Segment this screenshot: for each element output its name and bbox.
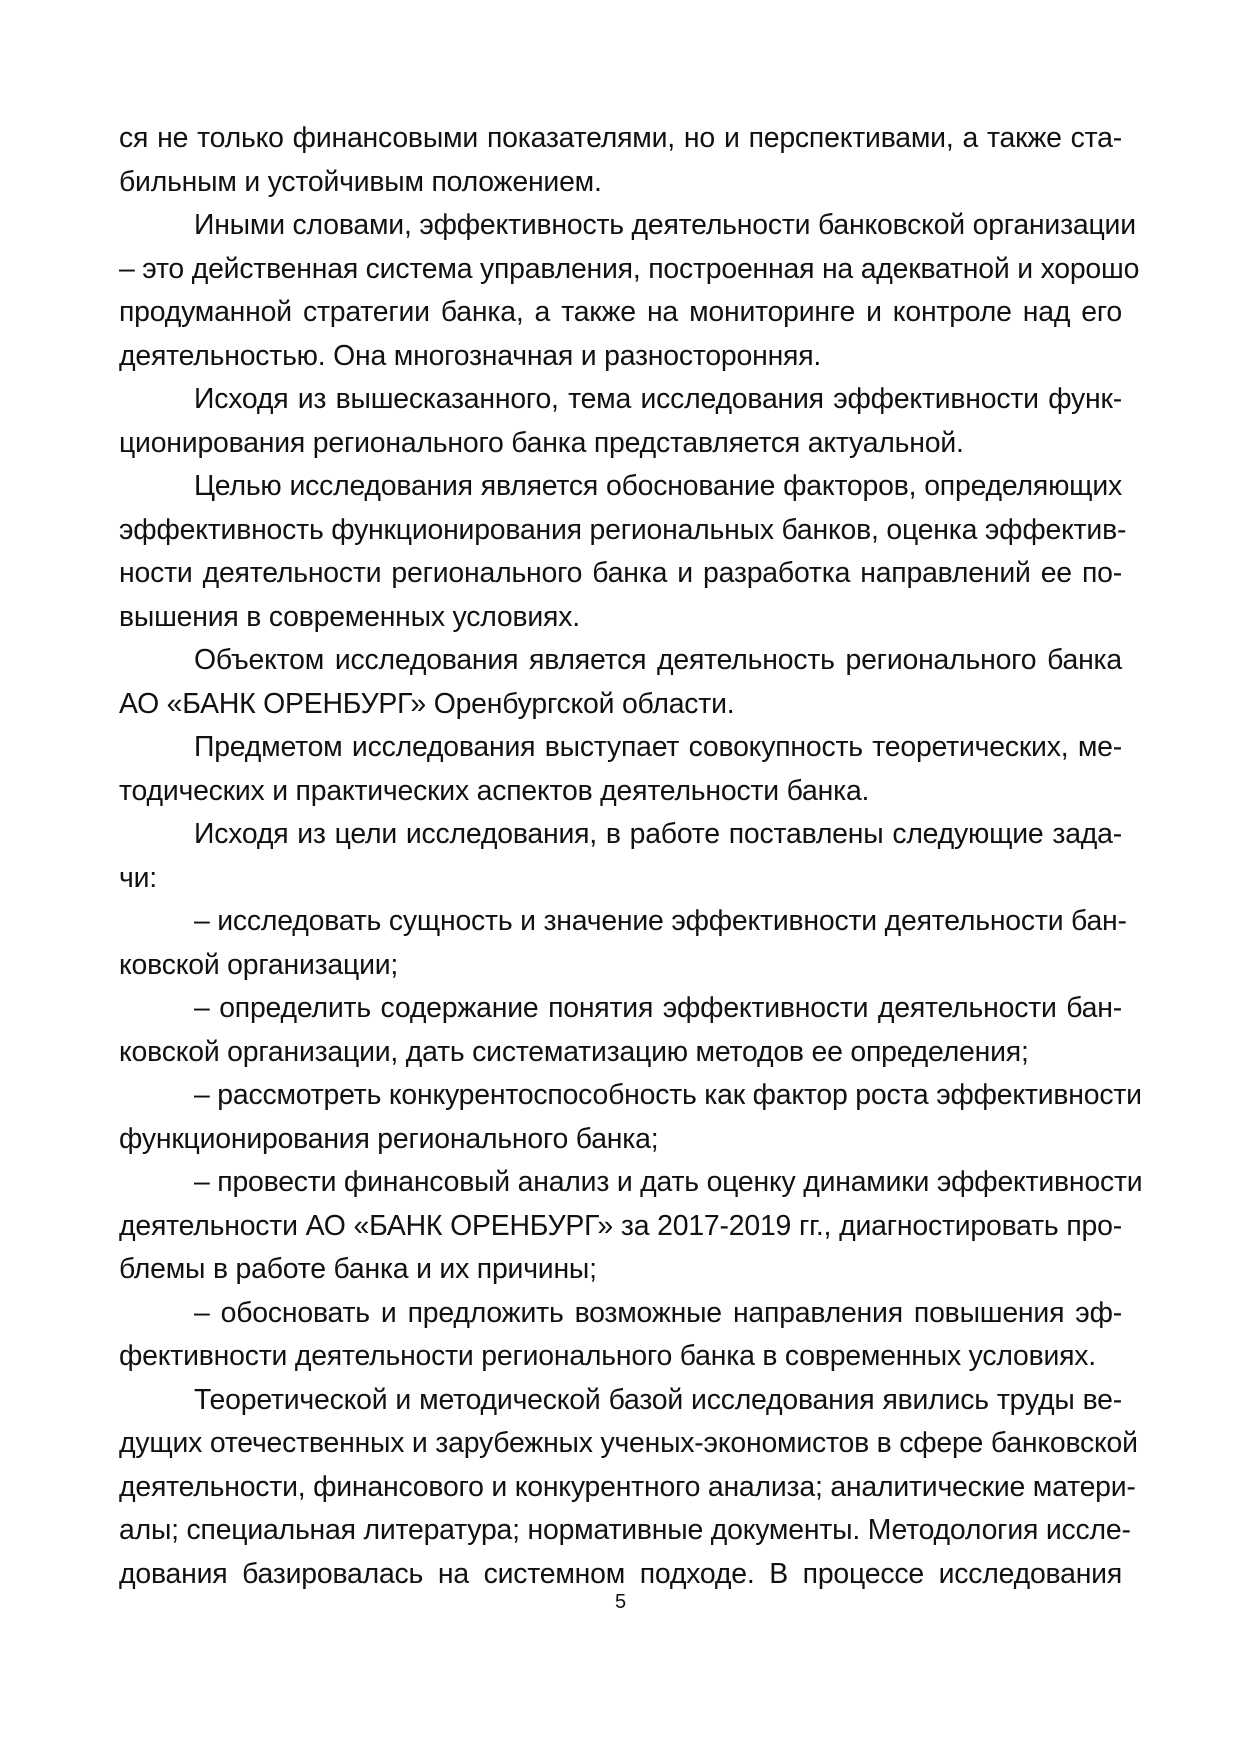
paragraph-first-line: Целью исследования является обоснование факторов, определяющих: [194, 470, 1122, 502]
text-line: ционирования регионального банка представляется актуальной.: [119, 426, 964, 459]
text-line: АО «БАНК ОРЕНБУРГ» Оренбургской области.: [119, 687, 735, 720]
text-line: чи:: [119, 861, 157, 894]
list-item-line: – обосновать и предложить возможные направления повышения эф-: [194, 1296, 1122, 1329]
text-line: продуманной стратегии банка, а также на мониторинге и контроле над его: [119, 296, 1122, 328]
paragraph-first-line: Исходя из цели исследования, в работе поставлены следующие зада-: [194, 818, 1122, 850]
paragraph-first-line: Объектом исследования является деятельность регионального банка: [194, 644, 1122, 676]
text-line: ковской организации;: [119, 948, 399, 981]
text-line: ности деятельности регионального банка и разработка направлений ее по-: [119, 557, 1122, 589]
text-line: ковской организации, дать систематизацию методов ее определения;: [119, 1035, 1029, 1068]
text-line: деятельности, финансового и конкурентного анализа; аналитические матери-: [119, 1470, 1136, 1503]
text-line: алы; специальная литература; нормативные документы. Методология иссле-: [119, 1514, 1131, 1546]
text-line: вышения в современных условиях.: [119, 600, 580, 633]
list-item-line: – рассмотреть конкурентоспособность как фактор роста эффективности: [194, 1079, 1142, 1111]
text-line: блемы в работе банка и их причины;: [119, 1253, 597, 1285]
list-item-line: – провести финансовый анализ и дать оценку динамики эффективности: [194, 1166, 1143, 1198]
text-line: эффективность функционирования региональных банков, оценка эффектив-: [119, 513, 1127, 546]
paragraph-first-line: Теоретической и методической базой исследования явились труды ве-: [194, 1383, 1122, 1416]
paragraph-first-line: Иными словами, эффективность деятельности банковской организации: [194, 209, 1136, 241]
text-line: ся не только финансовыми показателями, но и перспективами, а также ста-: [119, 122, 1122, 154]
text-line: дущих отечественных и зарубежных ученых-экономистов в сфере банковской: [119, 1427, 1138, 1459]
page-number: 5: [614, 1591, 627, 1613]
paragraph-first-line: Предметом исследования выступает совокупность теоретических, ме-: [194, 731, 1122, 763]
text-line: – это действенная система управления, построенная на адекватной и хорошо: [119, 252, 1140, 285]
text-line: деятельности АО «БАНК ОРЕНБУРГ» за 2017-2019 гг., диагностировать про-: [119, 1209, 1122, 1242]
paragraph-first-line: Исходя из вышесказанного, тема исследования эффективности функ-: [194, 383, 1122, 415]
list-item-line: – определить содержание понятия эффективности деятельности бан-: [194, 992, 1122, 1024]
text-line: деятельностью. Она многозначная и разносторонняя.: [119, 339, 822, 372]
list-item-line: – исследовать сущность и значение эффективности деятельности бан-: [194, 905, 1127, 937]
text-line: тодических и практических аспектов деятельности банка.: [119, 774, 870, 807]
text-line: функционирования регионального банка;: [119, 1122, 659, 1155]
text-line: дования базировалась на системном подходе. В процессе исследования: [119, 1557, 1122, 1590]
document-body: [119, 117, 1143, 1596]
text-line: фективности деятельности регионального банка в современных условиях.: [119, 1340, 1096, 1372]
text-line: бильным и устойчивым положением.: [119, 165, 602, 198]
